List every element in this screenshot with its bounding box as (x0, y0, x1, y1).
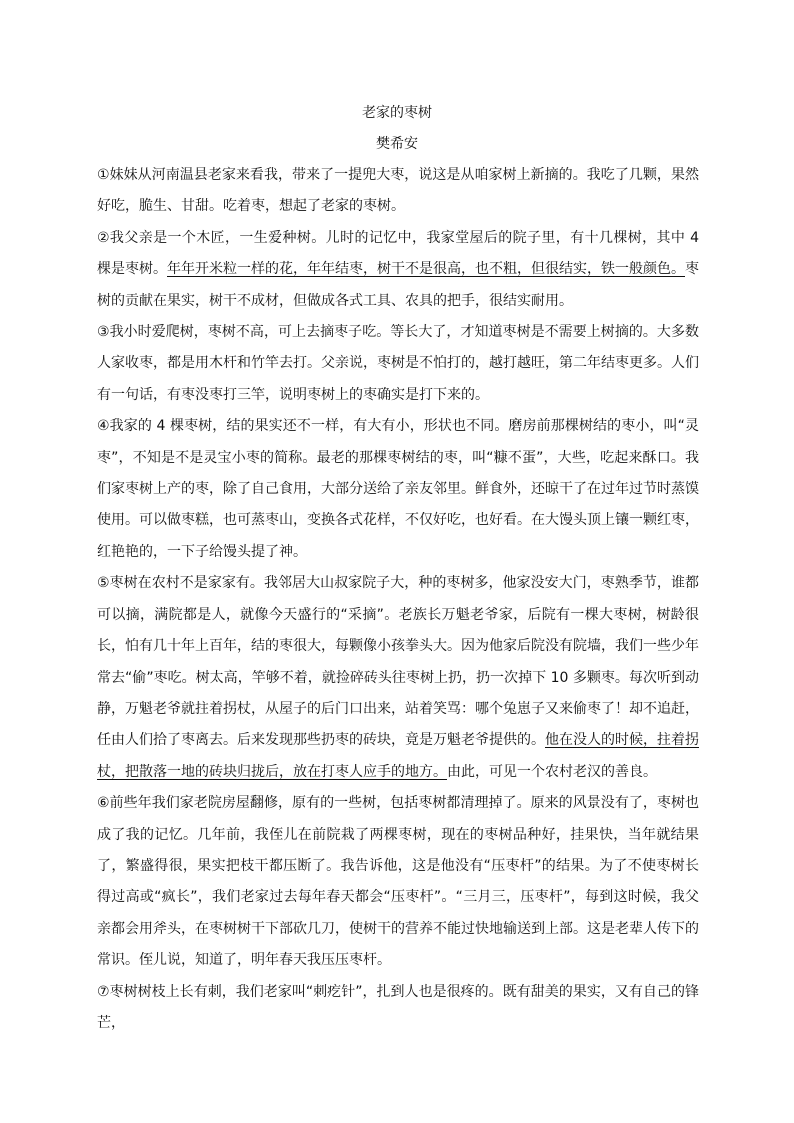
paragraph-5-text-start: ⑤枣树在农村不是家家有。我邻居大山叔家院子大，种的枣树多，他家没安大门，枣熟季节，谁都可以摘，满院都是人，就像今天盛行的“采摘”。老族长万魁老爷家，后院有一棵大枣树，树龄很长，怕有几十年上百年，结的枣很大，每颗像小孩拳头大。因为他家后院没有院墙，我们一些少年常去“偷”枣吃。树太高，竿够不着，就捡碎砖头往枣树上扔，扔一次掉下 10 多颗枣。每次听到动静，万魁老爷就拄着拐杖，从屋子的后门口出来，站着笑骂：哪个兔崽子又来偷枣了！却不追赶，任由人们拾了枣离去。后来发现那些扔枣的砖块，竟是万魁老爷提供的。 (97, 575, 699, 749)
article-body (97, 160, 699, 1039)
paragraph-2-text-start: ②我父亲是一个木匠，一生爱种树。儿时的记忆中，我家堂屋后的院子里，有十几棵树，其中 4 棵是枣树。 (97, 229, 699, 278)
paragraph-1: ①妹妹从河南温县老家来看我，带来了一提兜大枣，说这是从咱家树上新摘的。我吃了几颗，果然好吃，脆生、甘甜。吃着枣，想起了老家的枣树。 (97, 167, 699, 215)
paragraph-5-underlined-sentence: 他在没人的时候，拄着拐杖，把散落一地的砖块归拢后，放在打枣人应手的地方。 (97, 732, 699, 780)
paragraph-2-text-end: 枣树的贡献在果实，树干不成材，但做成各式工具、农具的把手，很结实耐用。 (97, 261, 699, 309)
paragraph-3: ③我小时爱爬树，枣树不高，可上去摘枣子吃。等长大了，才知道枣树是不需要上树摘的。大多数人家收枣，都是用木杆和竹竿去打。父亲说，枣树是不怕打的，越打越旺，第二年结枣更多。人们有一句话，有枣没枣打三竿，说明枣树上的枣确实是打下来的。 (97, 324, 699, 403)
paragraph-2 (97, 223, 699, 317)
paragraph-7: ⑦枣树树枝上长有刺，我们老家叫“刺疙针”，扎到人也是很疼的。既有甜美的果实，又有自己的锋芒， (97, 983, 699, 1031)
article-title: 老家的枣树 (362, 105, 432, 121)
article-author: 樊希安 (376, 136, 418, 152)
paragraph-5-text-end: 由此，可见一个农村老汉的善良。 (447, 763, 657, 780)
paragraph-2-underlined-sentence: 年年开米粒一样的花，年年结枣，树干不是很高，也不粗，但很结实，铁一般颜色。 (167, 261, 685, 278)
paragraph-6: ⑥前些年我们家老院房屋翻修，原有的一些树，包括枣树都清理掉了。原来的风景没有了，枣树也成了我的记忆。几年前，我侄儿在前院栽了两棵枣树，现在的枣树品种好，挂果快，当年就结果了，繁盛得很，果实把枝干都压断了。我告诉他，这是他没有“压枣杆”的结果。为了不使枣树长得过高或“疯长”，我们老家过去每年春天都会“压枣杆”。“三月三，压枣杆”，每到这时候，我父亲都会用斧头，在枣树树干下部砍几刀，使树干的营养不能过快地输送到上部。这是老辈人传下的常识。侄儿说，知道了，明年春天我压压枣杆。 (97, 795, 699, 969)
paragraph-5 (97, 568, 699, 788)
paragraph-4: ④我家的 4 棵枣树，结的果实还不一样，有大有小，形状也不同。磨房前那棵树结的枣小，叫“灵枣”，不知是不是灵宝小枣的简称。最老的那棵枣树结的枣，叫“糠不蛋”，大些，吃起来酥口。我们家枣树上产的枣，除了自己食用，大部分送给了亲友邻里。鲜食外，还晾干了在过年过节时蒸馍使用。可以做枣糕，也可蒸枣山，变换各式花样，不仅好吃，也好看。在大馒头顶上镶一颗红枣，红艳艳的，一下子给馒头提了神。 (97, 418, 699, 560)
